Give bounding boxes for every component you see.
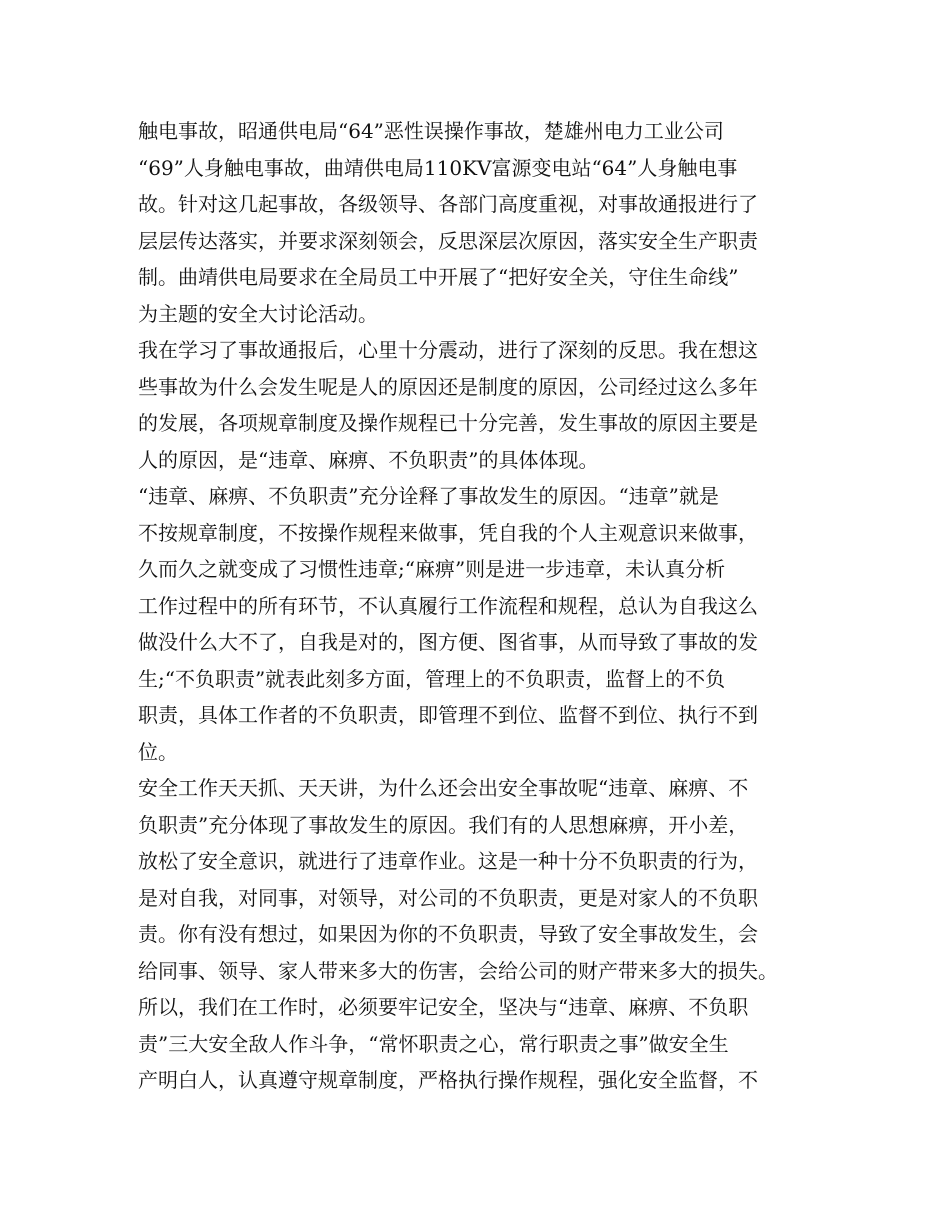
body-text	[138, 113, 838, 1099]
text-line: 故。针对这几起事故，各级领导、各部门高度重视，对事故通报进行了	[138, 192, 758, 216]
text-line: 位。	[138, 739, 178, 764]
text-line: 为主题的安全大讨论活动。	[138, 301, 378, 326]
text-line: “违章、麻痹、不负职责”充分诠释了事故发生的原因。“违章”就是	[138, 484, 719, 508]
text-line: 责。你有没有想过，如果因为你的不负职责，导致了安全事故发生，会	[138, 922, 758, 946]
text-line: 的发展，各项规章制度及操作规程已十分完善，发生事故的原因主要是	[138, 411, 758, 435]
text-line: 放松了安全意识，就进行了违章作业。这是一种十分不负职责的行为，	[138, 849, 758, 873]
text-line: 层层传达落实，并要求深刻领会，反思深层次原因，落实安全生产职责	[138, 228, 758, 253]
text-line: 安全工作天天抓、天天讲，为什么还会出安全事故呢“违章、麻痹、不	[138, 776, 749, 800]
text-line: 给同事、领导、家人带来多大的伤害，会给公司的财产带来多大的损失。	[138, 958, 778, 983]
text-line: 产明白人，认真遵守规章制度，严格执行操作规程，强化安全监督，不	[138, 1068, 758, 1092]
text-line: 工作过程中的所有环节，不认真履行工作流程和规程，总认为自我这么	[138, 593, 758, 618]
text-line: 久而久之就变成了习惯性违章;“麻痹”则是进一步违章，未认真分析	[138, 557, 726, 581]
text-line: 负职责”充分体现了事故发生的原因。我们有的人思想麻痹，开小差，	[138, 812, 749, 837]
text-line: 不按规章制度，不按操作规程来做事，凭自我的个人主观意识来做事，	[138, 520, 758, 545]
text-line: 是对自我，对同事，对领导，对公司的不负职责，更是对家人的不负职	[138, 885, 758, 910]
text-line: 人的原因，是“违章、麻痹、不负职责”的具体体现。	[138, 447, 599, 472]
text-line: 所以，我们在工作时，必须要牢记安全，坚决与“违章、麻痹、不负职	[138, 995, 749, 1019]
text-line: 做没什么大不了，自我是对的，图方便、图省事，从而导致了事故的发	[138, 630, 758, 654]
text-line: 些事故为什么会发生呢是人的原因还是制度的原因，公司经过这么多年	[138, 374, 758, 399]
text-line: 生;“不负职责”就表此刻多方面，管理上的不负职责，监督上的不负	[138, 666, 726, 691]
text-line: 触电事故，昭通供电局“64”恶性误操作事故，楚雄州电力工业公司	[138, 119, 724, 143]
text-line: 职责，具体工作者的不负职责，即管理不到位、监督不到位、执行不到	[138, 703, 758, 727]
text-line: 责”三大安全敌人作斗争，“常怀职责之心，常行职责之事”做安全生	[138, 1031, 729, 1056]
text-line: 我在学习了事故通报后，心里十分震动，进行了深刻的反思。我在想这	[138, 338, 758, 362]
text-line: “69”人身触电事故，曲靖供电局110KV富源变电站“64”人身触电事	[138, 155, 738, 180]
text-line: 制。曲靖供电局要求在全局员工中开展了“把好安全关，守住生命线”	[138, 265, 739, 289]
